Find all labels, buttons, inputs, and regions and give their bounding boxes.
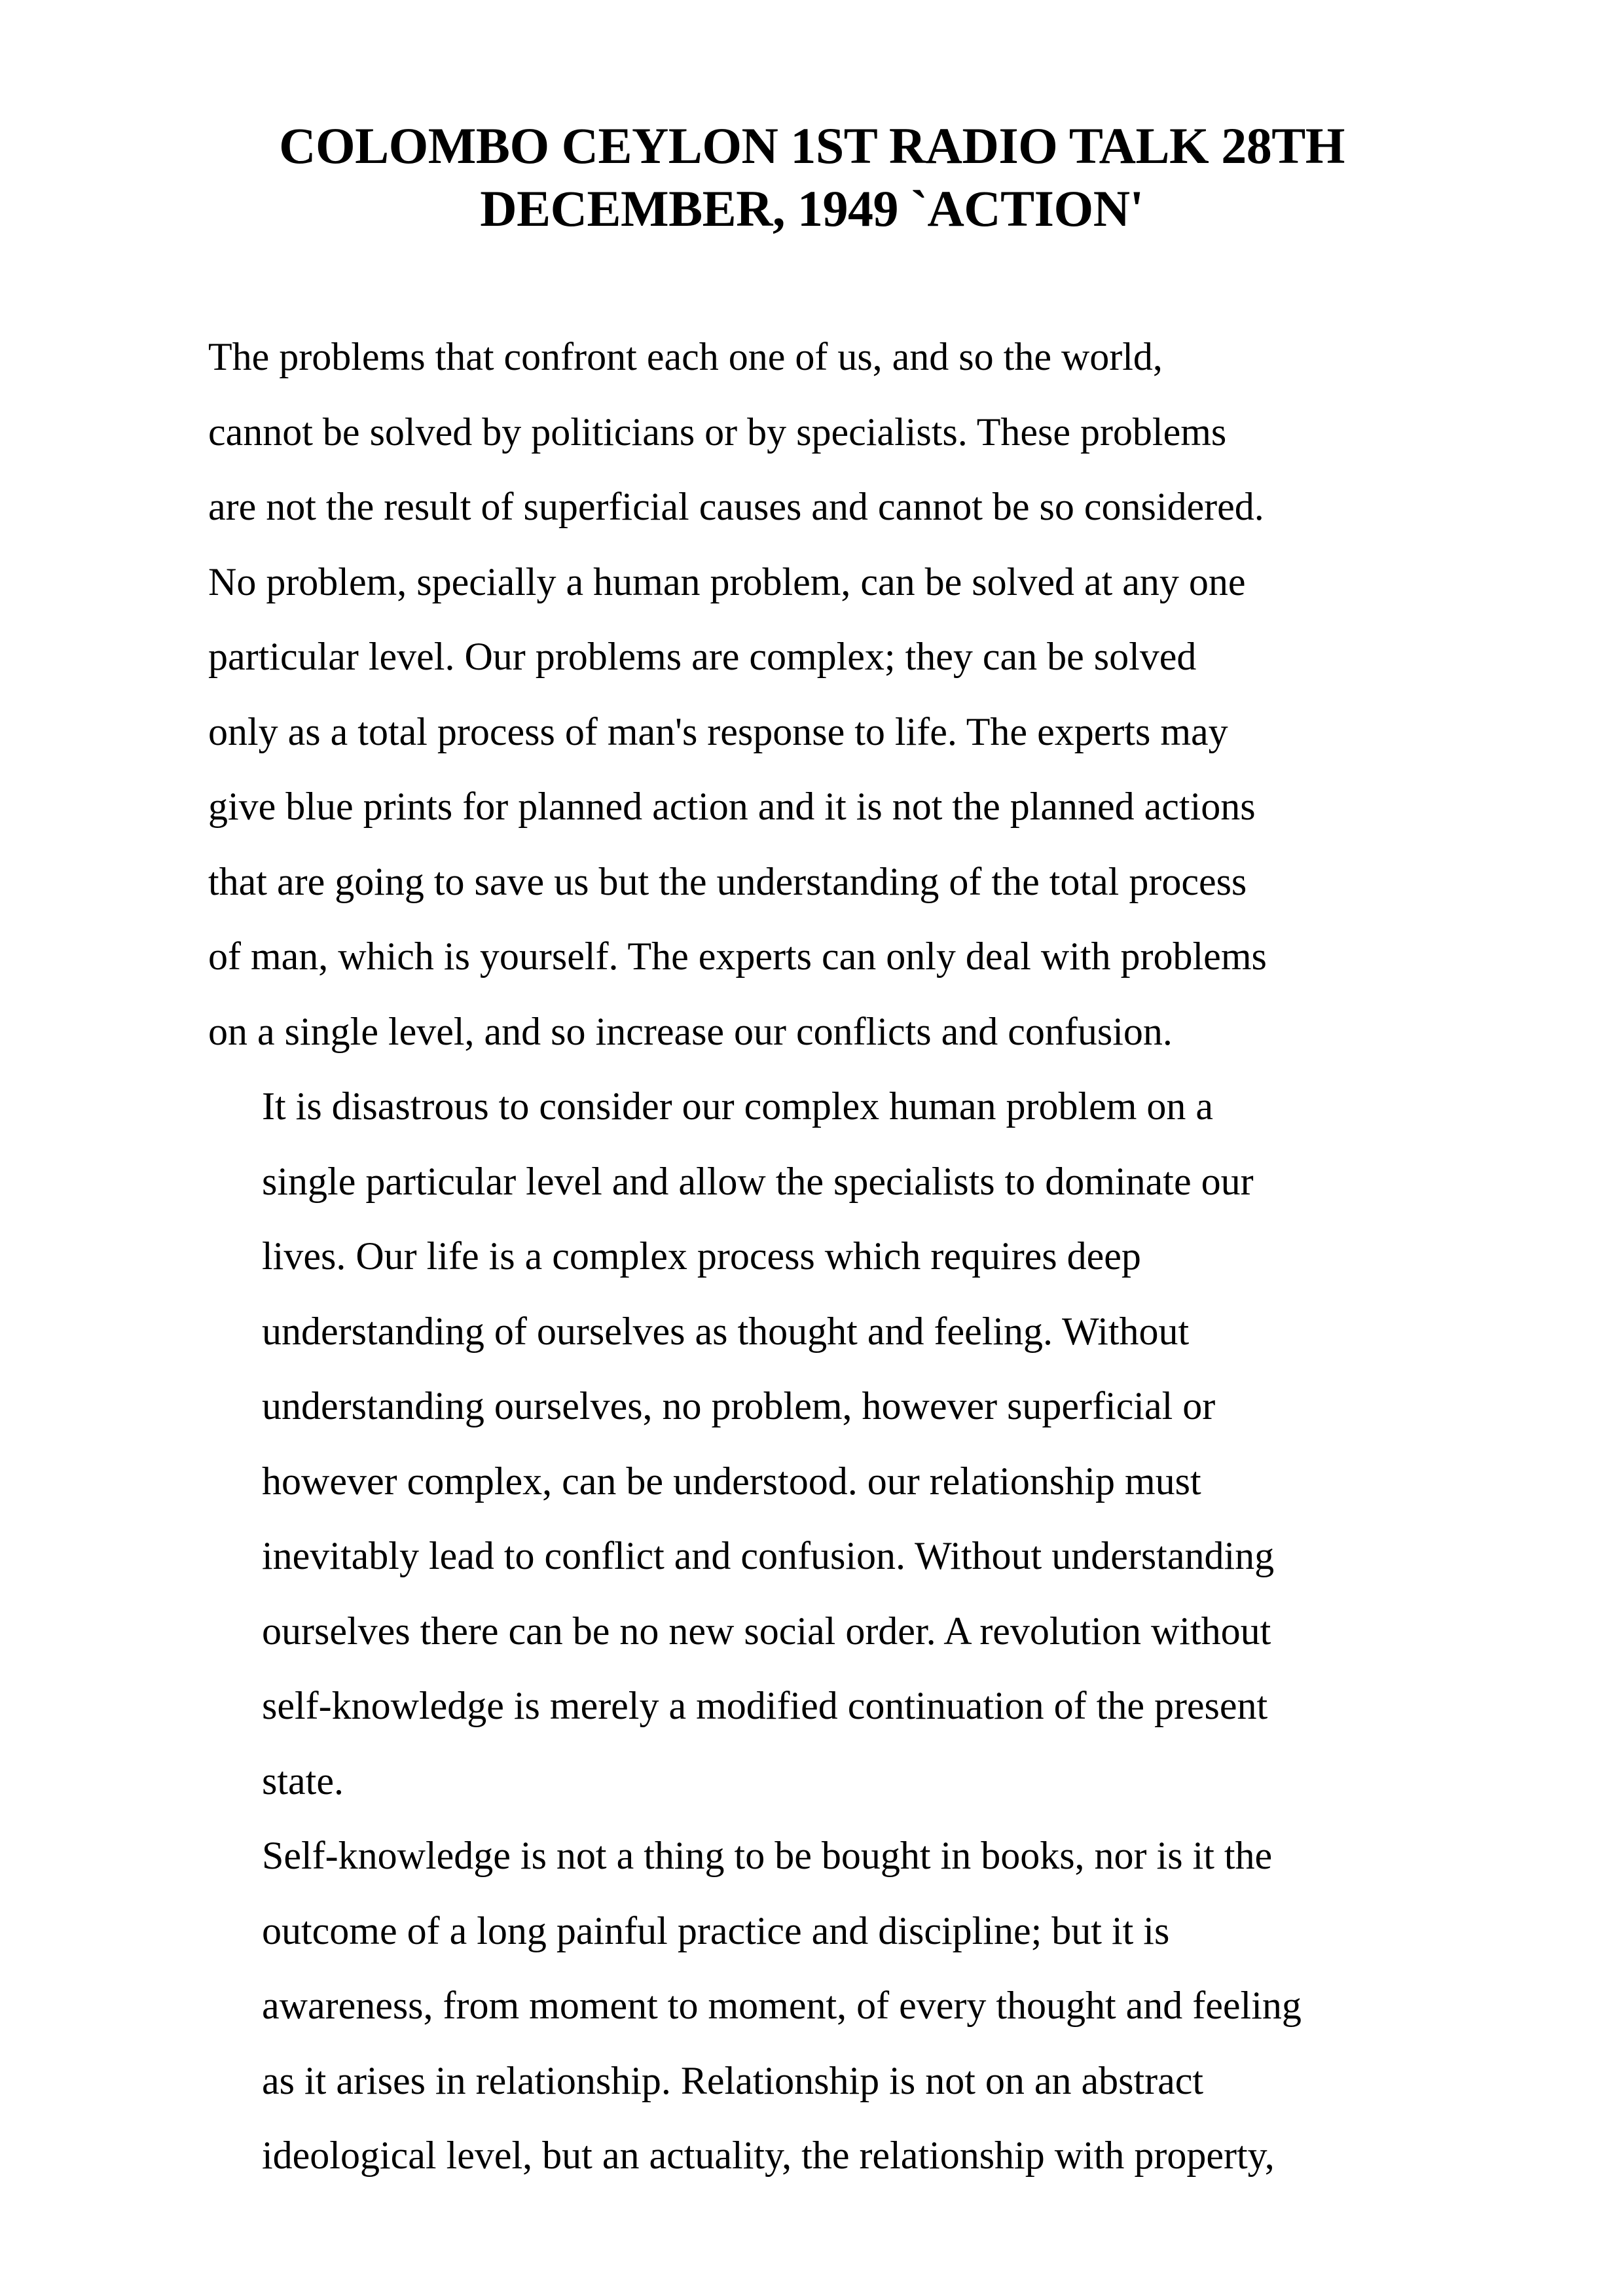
text-line: understanding of ourselves as thought and feeling. Without [262,1309,1190,1353]
text-line: ideological level, but an actuality, the relationship with property, [262,2134,1275,2177]
document-body [208,319,1439,2193]
text-line: ourselves there can be no new social order. A revolution without [262,1609,1271,1653]
paragraph-2 [208,1069,1439,1818]
text-line: cannot be solved by politicians or by specialists. These problems [208,410,1227,454]
text-line: as it arises in relationship. Relationship is not on an abstract [262,2058,1204,2102]
text-line: It is disastrous to consider our complex human problem on a [262,1085,1214,1128]
text-line: state. [262,1759,344,1803]
text-line: No problem, specially a human problem, can be solved at any one [208,560,1246,603]
text-line: of man, which is yourself. The experts can only deal with problems [208,935,1267,978]
text-line: lives. Our life is a complex process which requires deep [262,1234,1141,1278]
text-line: are not the result of superficial causes and cannot be so considered. [208,485,1264,528]
text-line: particular level. Our problems are complex; they can be solved [208,635,1197,678]
text-line: self-knowledge is merely a modified continuation of the present [262,1684,1268,1727]
paragraph-3 [208,1818,1439,2193]
text-line: single particular level and allow the specialists to dominate our [262,1159,1254,1203]
text-line: Self-knowledge is not a thing to be bought in books, nor is it the [262,1834,1273,1877]
text-line: on a single level, and so increase our conflicts and confusion. [208,1009,1173,1053]
text-line: that are going to save us but the understanding of the total process [208,859,1247,903]
title-line: COLOMBO CEYLON 1ST RADIO TALK 28TH [279,117,1345,174]
text-line: give blue prints for planned action and it is not the planned actions [208,785,1256,828]
text-line: only as a total process of man's response to life. The experts may [208,709,1228,753]
title-line: DECEMBER, 1949 `ACTION' [480,180,1144,237]
text-line: inevitably lead to conflict and confusion. Without understanding [262,1534,1275,1577]
page-title [196,115,1427,240]
text-line: understanding ourselves, no problem, however superficial or [262,1384,1216,1427]
paragraph-1 [208,319,1439,1069]
text-line: awareness, from moment to moment, of every thought and feeling [262,1984,1302,2027]
text-line: however complex, can be understood. our relationship must [262,1459,1201,1503]
text-line: outcome of a long painful practice and discipline; but it is [262,1909,1170,1952]
text-line: The problems that confront each one of us, and so the world, [208,335,1163,378]
